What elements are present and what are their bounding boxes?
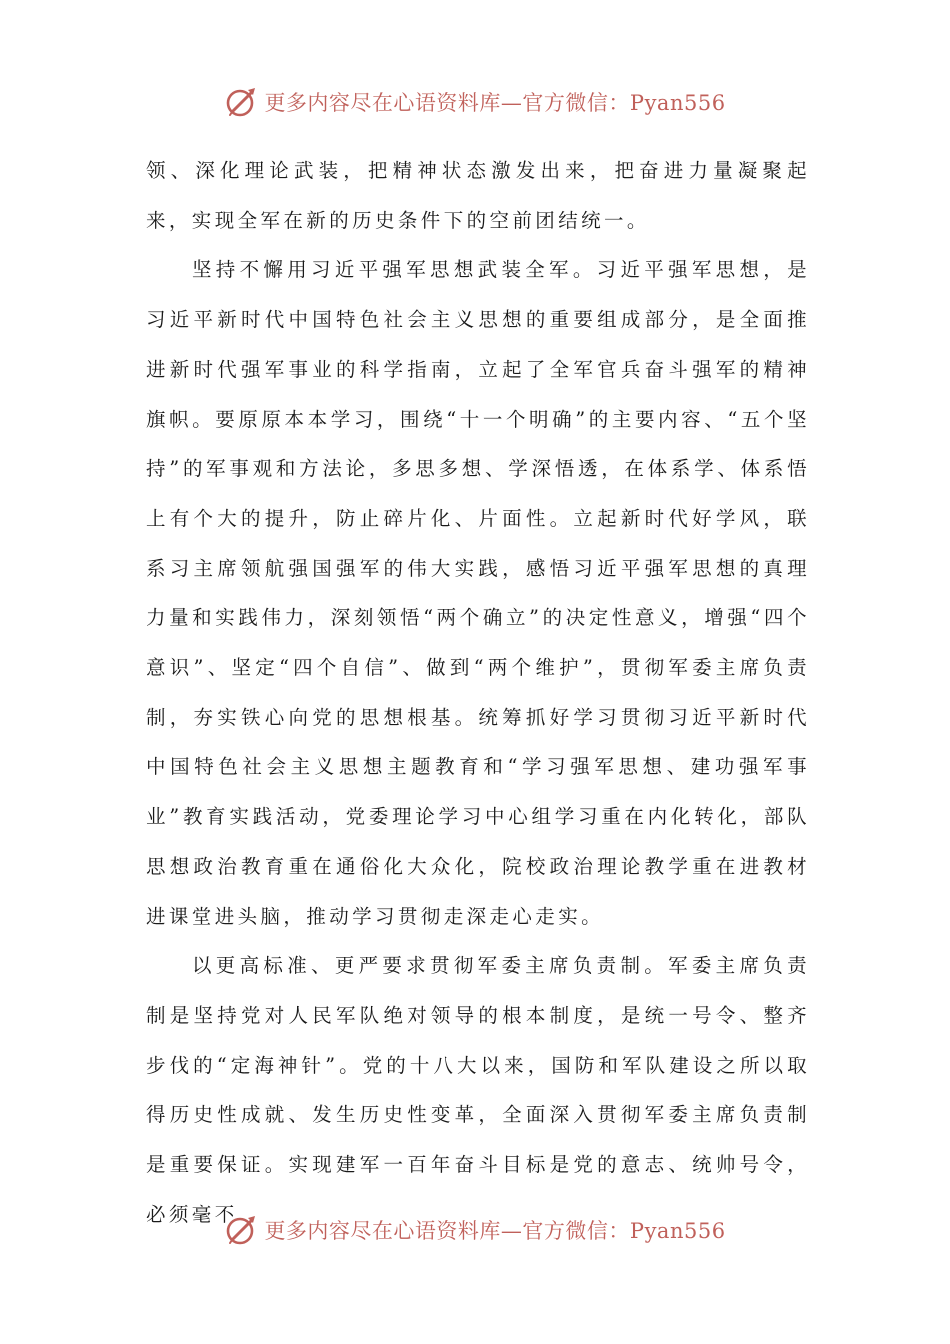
- pen-logo-icon: [224, 1212, 260, 1248]
- header-banner: [0, 80, 950, 124]
- header-banner-text: 更多内容尽在心语资料库—官方微信：Pyan556: [264, 91, 726, 115]
- document-body: [146, 146, 810, 1239]
- paragraph-continuation: 领、深化理论武装，把精神状态激发出来，把奋进力量凝聚起来，实现全军在新的历史条件下的空前团结统一。: [146, 159, 810, 232]
- paragraph-strong-army-thought: 坚持不懈用习近平强军思想武装全军。习近平强军思想，是习近平新时代中国特色社会主义思想的重要组成部分，是全面推进新时代强军事业的科学指南，立起了全军官兵奋斗强军的精神旗帜。要原原本本学习，围绕“十一个明确”的主要内容、“五个坚持”的军事观和方法论，多思多想、学深悟透，在体系学、体系悟上有个大的提升，防止碎片化、片面性。立起新时代好学风，联系习主席领航强国强军的伟大实践，感悟习近平强军思想的真理力量和实践伟力，深刻领悟“两个确立”的决定性意义，增强“四个意识”、坚定“四个自信”、做到“两个维护”，贯彻军委主席负责制，夯实铁心向党的思想根基。统筹抓好学习贯彻习近平新时代中国特色社会主义思想主题教育和“学习强军思想、建功强军事业”教育实践活动，党委理论学习中心组学习重在内化转化，部队思想政治教育重在通俗化大众化，院校政治理论教学重在进教材进课堂进头脑，推动学习贯彻走深走心走实。: [146, 258, 810, 928]
- footer-banner: [0, 1208, 950, 1252]
- paragraph-chairman-responsibility: 以更高标准、更严要求贯彻军委主席负责制。军委主席负责制是坚持党对人民军队绝对领导的根本制度，是统一号令、整齐步伐的“定海神针”。党的十八大以来，国防和军队建设之所以取得历史性成就、发生历史性变革，全面深入贯彻军委主席负责制是重要保证。实现建军一百年奋斗目标是党的意志、统帅号令，必须毫不: [146, 954, 810, 1226]
- footer-banner-text: 更多内容尽在心语资料库—官方微信：Pyan556: [264, 1219, 726, 1243]
- pen-logo-icon: [224, 84, 260, 120]
